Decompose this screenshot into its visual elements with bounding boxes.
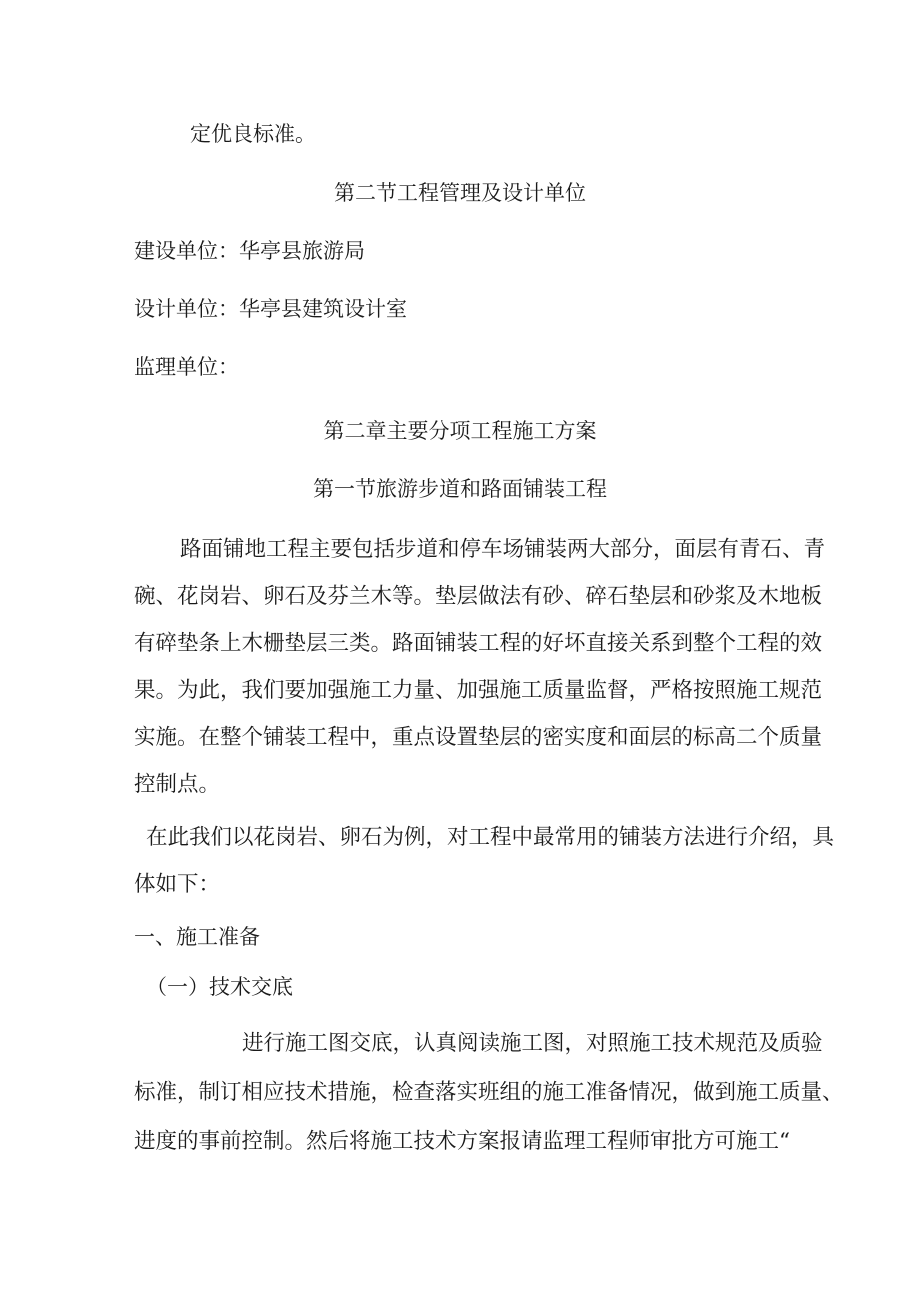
paragraph-line: 标准，制订相应技术措施，检查落实班组的施工准备情况，做到施工质量、 bbox=[134, 1080, 844, 1105]
paragraph-line: 进度的事前控制。然后将施工技术方案报请监理工程师审批方可施工“ bbox=[134, 1129, 790, 1154]
construction-unit: 建设单位：华亭县旅游局 bbox=[134, 239, 365, 263]
continuation-text: 定优良标准。 bbox=[190, 122, 316, 146]
paragraph-line: 控制点。 bbox=[134, 772, 221, 797]
design-unit: 设计单位：华亭县建筑设计室 bbox=[134, 297, 407, 321]
chapter-heading: 第二章主要分项工程施工方案 bbox=[323, 419, 597, 443]
paragraph-line: 进行施工图交底，认真阅读施工图，对照施工技术规范及质验 bbox=[242, 1031, 823, 1056]
supervision-unit: 监理单位： bbox=[134, 355, 239, 379]
paragraph-line: 在此我们以花岗岩、卵石为例，对工程中最常用的铺装方法进行介绍，具 bbox=[146, 825, 835, 850]
section-heading-management: 第二节工程管理及设计单位 bbox=[334, 181, 586, 205]
paragraph-line: 有碎垫条上木栅垫层三类。路面铺装工程的好坏直接关系到整个工程的效 bbox=[134, 631, 823, 656]
heading-preparation: 一、施工准备 bbox=[134, 925, 260, 949]
paragraph-line: 果。为此，我们要加强施工力量、加强施工质量监督，严格按照施工规范 bbox=[134, 678, 823, 703]
heading-technical-briefing: （一）技术交底 bbox=[146, 975, 293, 999]
paragraph-line: 实施。在整个铺装工程中，重点设置垫层的密实度和面层的标高二个质量 bbox=[134, 725, 823, 750]
paragraph-line: 碗、花岗岩、卵石及芬兰木等。垫层做法有砂、碎石垫层和砂浆及木地板 bbox=[134, 584, 823, 609]
paragraph-line: 体如下： bbox=[134, 872, 221, 897]
section-heading-paving: 第一节旅游步道和路面铺装工程 bbox=[313, 477, 607, 501]
paragraph-line: 路面铺地工程主要包括步道和停车场铺装两大部分，面层有青石、青 bbox=[180, 537, 826, 562]
